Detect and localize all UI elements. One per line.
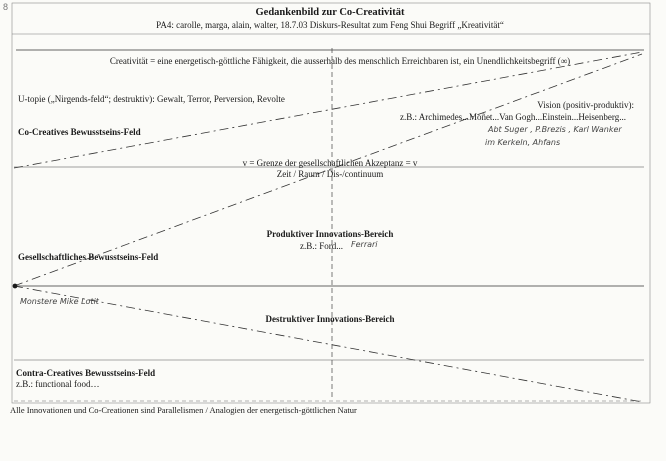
ray-lower [14, 286, 642, 402]
ray-upper [14, 52, 642, 168]
productive-innovation-label: Produktiver Innovations-Bereich [266, 229, 394, 239]
contra-creative-example: z.B.: functional food… [16, 379, 100, 389]
productive-handwritten: Ferrari [351, 240, 378, 249]
vision-handwritten-1: Abt Suger , P.Brezis , Karl Wanker [488, 125, 622, 134]
social-field-label: Gesellschaftliches Bewusstseins-Feld [18, 252, 159, 262]
page-title: Gedankenbild zur Co-Creativität [255, 7, 405, 18]
destructive-handwritten: Monstere Mike Lotit [20, 297, 99, 306]
contra-creative-field-label: Contra-Creatives Bewusstseins-Feld [16, 368, 156, 378]
time-space-label: Zeit / Raum / Dis-/continuum [276, 169, 384, 179]
creativity-definition: Creativität = eine energetisch-göttliche Fähigkeit, die ausserhalb des menschlich Erreichbaren ist, ein Unendlichkeitsbegriff (∞) [109, 56, 571, 66]
origin-point [13, 284, 18, 289]
utopie-label: U-topie („Nirgends-feld“; destruktiv): Gewalt, Terror, Perversion, Revolte [18, 94, 285, 104]
vision-examples: z.B.: Archimedes...Moñet...Van Gogh...Einstein...Heisenberg... [399, 112, 626, 122]
co-creative-field-label: Co-Creatives Bewusstseins-Feld [18, 127, 141, 137]
vision-handwritten-2: im Kerkeln, Ahfans [485, 138, 561, 147]
corner-mark: 8 [3, 2, 9, 12]
productive-example: z.B.: Ford... [300, 241, 344, 251]
acceptance-boundary-label: v = Grenze der gesellschaftlichen Akzeptanz = v [242, 158, 418, 168]
destructive-innovation-label: Destruktiver Innovations-Bereich [265, 314, 395, 324]
vision-title: Vision (positiv-produktiv): [537, 100, 634, 110]
footer-note: Alle Innovationen und Co-Creationen sind Parallelismen / Analogien der energetisch-göttlichen Natur [10, 405, 357, 415]
page-subtitle: PA4: carolle, marga, alain, walter, 18.7.03 Diskurs-Resultat zum Feng Shui Begriff „Kreativität“ [156, 20, 504, 30]
